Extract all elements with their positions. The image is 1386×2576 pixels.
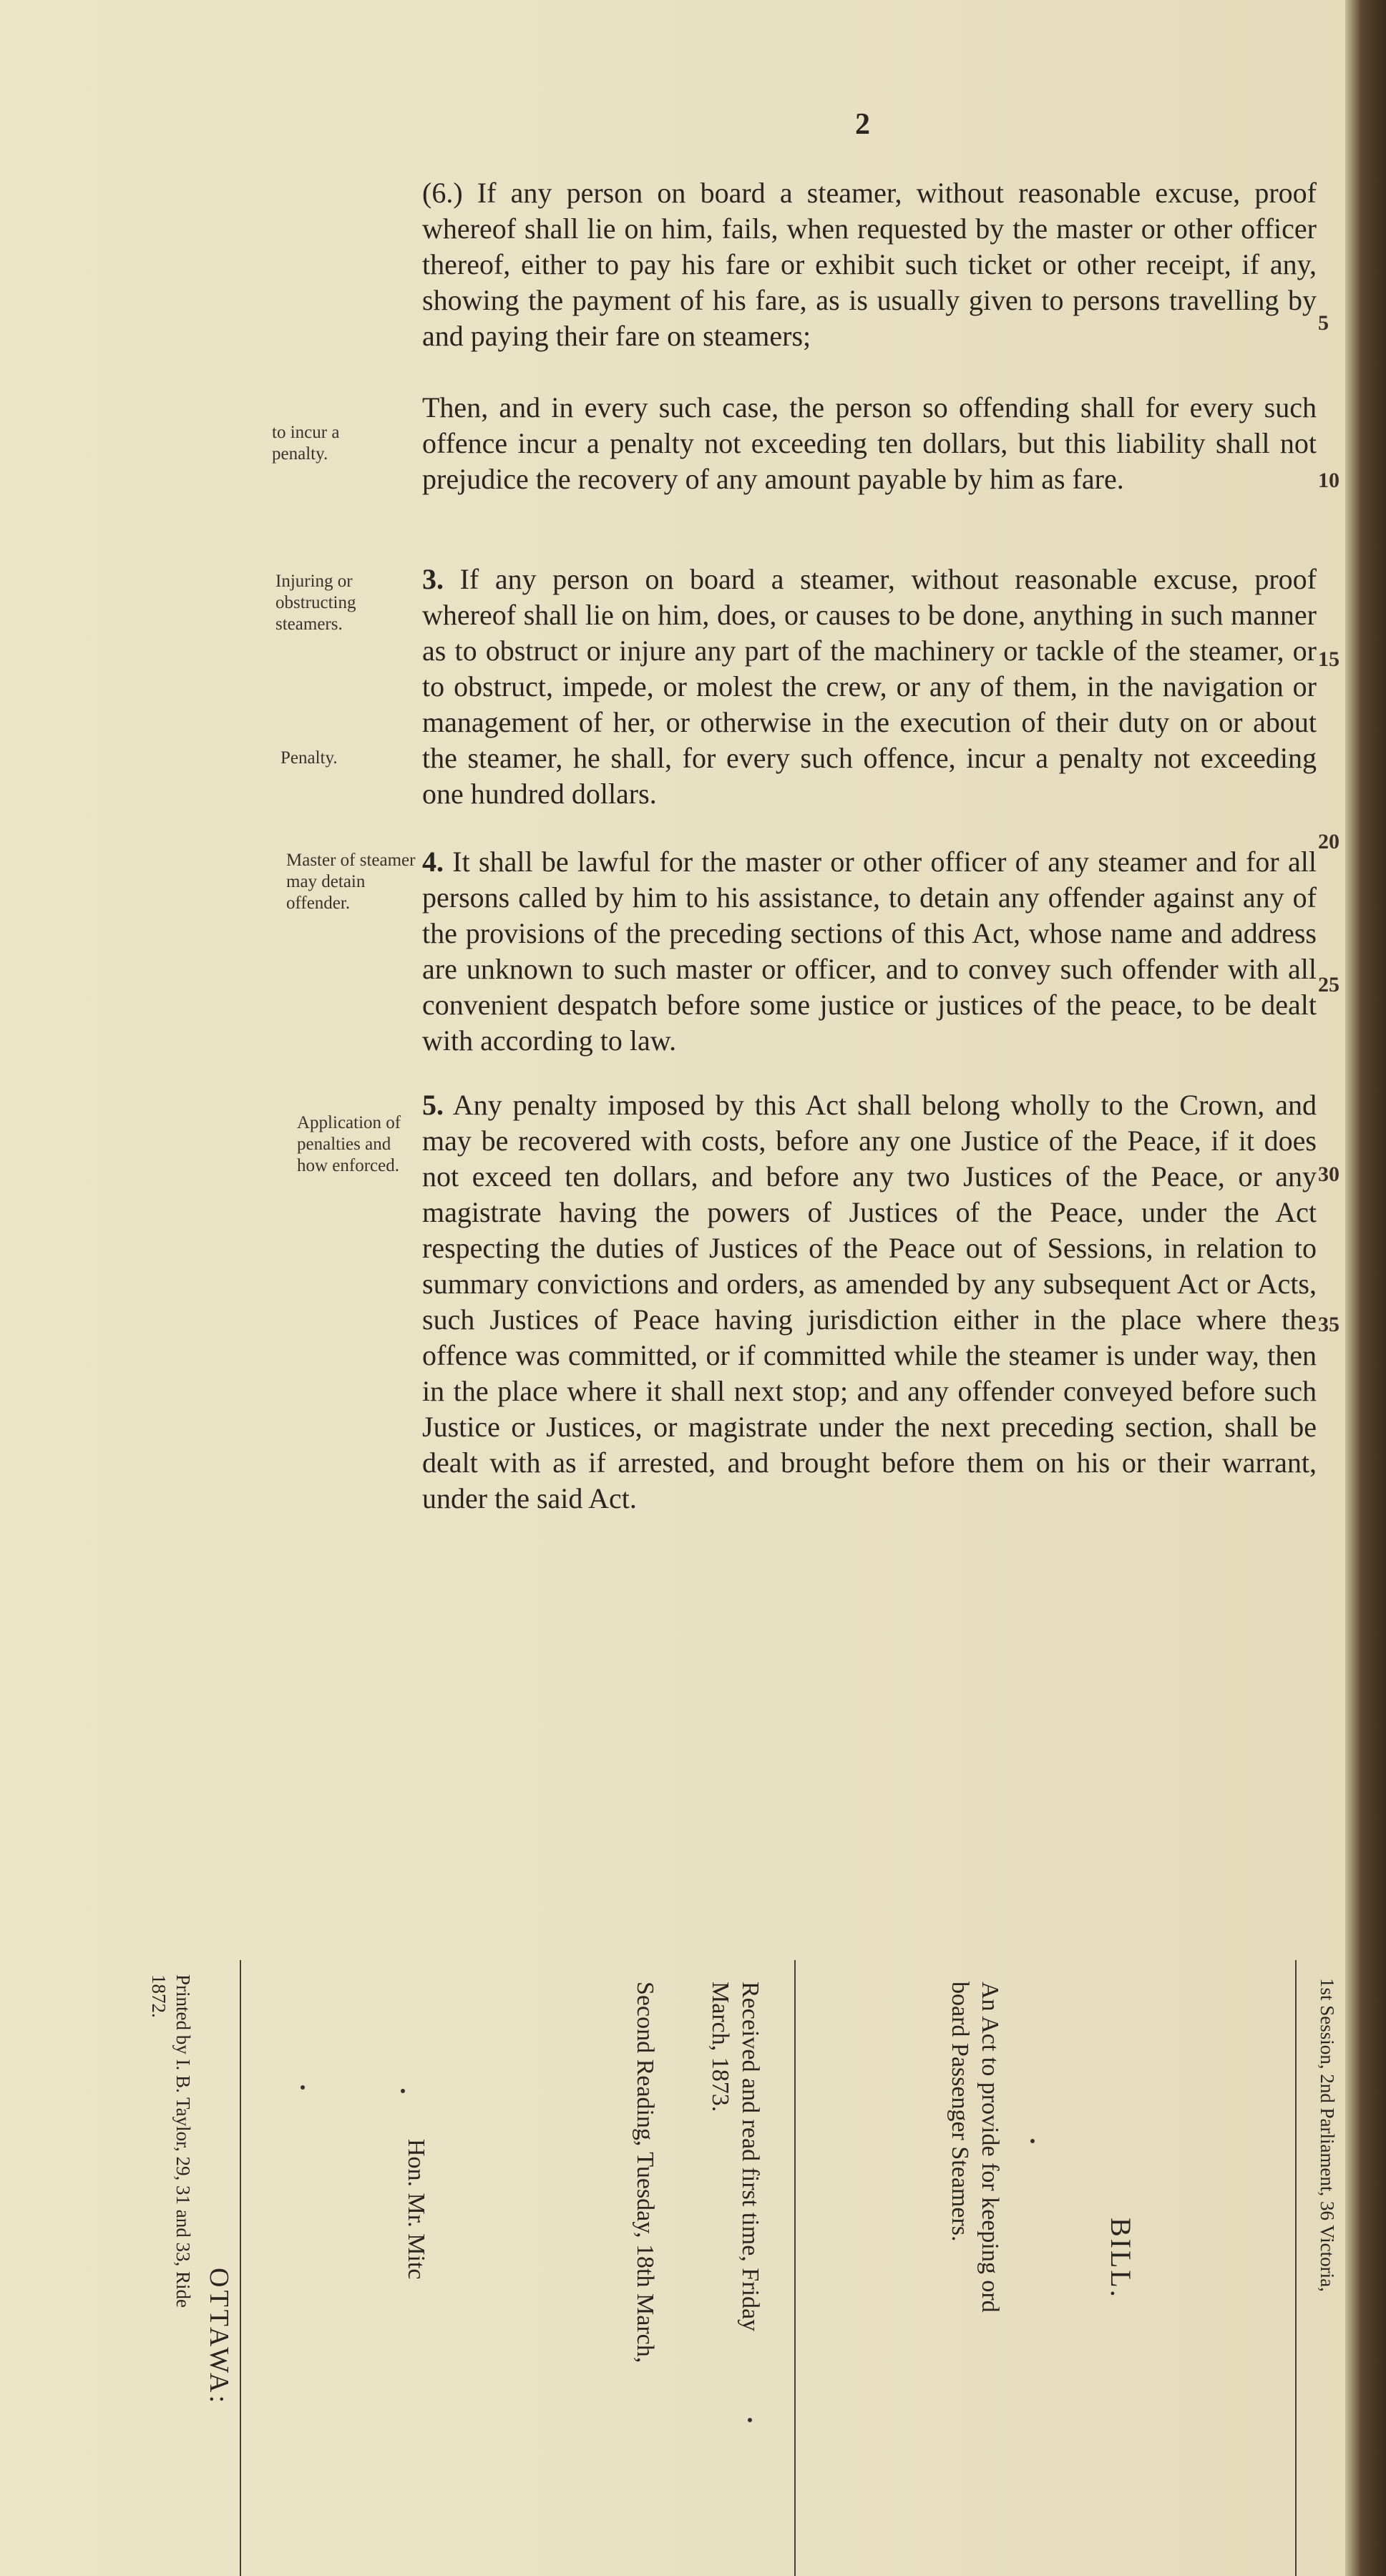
section-5-text: Any penalty imposed by this Act shall belong wholly to the Crown, and may be recovered with costs, before any one Justice of the Peace, if it does not exceed ten dollars, and before any two Justices of the Peace, or any magistrate having the powers of Justices of the Peace, under the Act respecting the duties of Justices of the Peace out of Sessions, in relation to summary convictions and orders, as amended by any subsequent Act or Acts, such Justices of Peace having jurisdiction either in the place where the offence was committed, or if committed while the steamer is under way, then in the place where it shall next stop; and any offender conveyed before such Justice or Justices, or magistrate under the next preceding section, shall be dealt with as if arrested, and brought before them on his or their warrant, under the said Act. (422, 1089, 1317, 1514)
margin-note-injuring-steamers: Injuring or obstructing steamers. (275, 572, 356, 634)
line-number-15: 15 (1318, 647, 1339, 671)
line-number-30: 30 (1318, 1162, 1339, 1186)
line-number-35: 35 (1318, 1313, 1339, 1336)
ink-speck (748, 2418, 752, 2422)
bill-heading: BILL. (1105, 2218, 1137, 2299)
section-4-number: 4. (422, 846, 444, 878)
ink-speck (401, 2089, 405, 2093)
line-number-25: 25 (1318, 973, 1339, 996)
page-number: 2 (855, 108, 870, 141)
line-number-20: 20 (1318, 830, 1339, 853)
rule-line (1295, 1960, 1297, 2576)
section-3 (422, 562, 1317, 812)
rule-line (240, 1960, 241, 2576)
session-line: 1st Session, 2nd Parliament, 36 Victoria, (1317, 1978, 1338, 2292)
book-spine (1345, 0, 1386, 2576)
section-penalty-text: Then, and in every such case, the person so offending shall for every such offence incur a penalty not exceeding ten dollars, but this liability shall not prejudice the recovery of any amount payable by him as fare. (422, 391, 1317, 495)
section-5-number: 5. (422, 1089, 444, 1121)
line-number-10: 10 (1318, 469, 1339, 492)
section-3-number: 3. (422, 563, 444, 595)
act-title: An Act to provide for keeping ord board Passenger Steamers. (947, 1982, 1003, 2313)
section-4-text: It shall be lawful for the master or other officer of any steamer and for all persons called by him to his assistance, to detain any offender against any of the provisions of the preceding sections of this Act, whose name and address are unknown to such master or officer, and to convey such offender with all convenient despatch before some justice or justices of the peace, to be dealt with according to law. (422, 846, 1317, 1057)
section-4 (422, 844, 1317, 1059)
line-number-5: 5 (1318, 311, 1329, 335)
margin-note-application-penalties: Application of penalties and how enforced. (297, 1113, 401, 1175)
section-6-text: (6.) If any person on board a steamer, without reasonable excuse, proof whereof shall lie on him, fails, when requested by the master or other officer thereof, either to pay his fare or exhibit such ticket or other receipt, if any, showing the payment of his fare, as is usually given to persons travelling by and paying their fare on steamers; (422, 177, 1317, 352)
back-cover-endorsement (0, 1960, 1345, 2576)
second-reading: Second Reading, Tuesday, 18th March, (632, 1982, 658, 2364)
sponsor-name: Hon. Mr. Mitc (403, 2139, 429, 2280)
ink-speck (301, 2085, 305, 2090)
rule-line (794, 1960, 796, 2576)
margin-note-penalty: Penalty. (280, 748, 338, 768)
section-3-text: If any person on board a steamer, without reasonable excuse, proof whereof shall lie on him, does, or causes to be done, anything in such manner as to obstruct or injure any part of the machinery or tackle of the steamer, or to obstruct, impede, or molest the crew, or any of them, in the navigation or management of her, or otherwise in the execution of their duty on or about the steamer, he shall, for every such offence, incur a penalty not exceeding one hundred dollars. (422, 563, 1317, 810)
section-5 (422, 1087, 1317, 1517)
ink-speck (1030, 2139, 1035, 2143)
city-heading: OTTAWA: (204, 2268, 234, 2406)
printer-imprint: Printed by I. B. Taylor, 29, 31 and 33, Ride 1872. (148, 1974, 194, 2308)
margin-note-incur-penalty: to incur a penalty. (272, 423, 340, 464)
margin-note-master-detain: Master of steamer may detain offender. (286, 851, 416, 913)
first-reading: Received and read first time, Friday March, 1873. (707, 1982, 763, 2332)
